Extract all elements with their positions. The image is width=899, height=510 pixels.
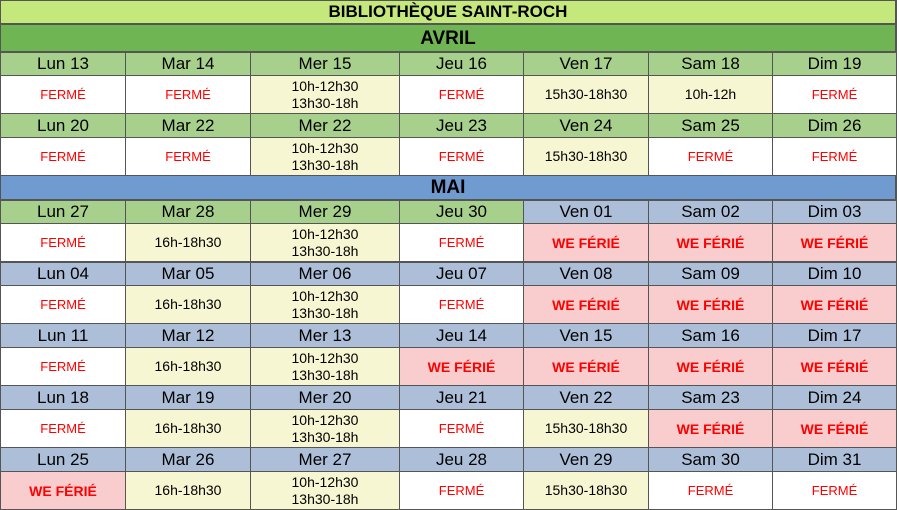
day-label: Sam 16 xyxy=(649,324,773,348)
day-label: Dim 24 xyxy=(773,386,897,410)
day-label: Sam 09 xyxy=(649,262,773,286)
day-status-text: WE FÉRIÉ xyxy=(427,358,496,375)
day-status-text: 10h-12h30 13h30-18h xyxy=(291,77,359,111)
day-status-text: WE FÉRIÉ xyxy=(552,358,620,375)
week-hours-row xyxy=(0,286,897,324)
day-status-text: FERMÉ xyxy=(438,297,485,312)
week-hours-row xyxy=(0,472,897,510)
day-status-text: FERMÉ xyxy=(165,149,211,164)
day-hours xyxy=(524,472,649,510)
day-label: Ven 29 xyxy=(524,448,649,472)
sheet-title: BIBLIOTHÈQUE SAINT-ROCH xyxy=(0,0,896,24)
month-band-may: MAI xyxy=(0,175,896,200)
day-closed xyxy=(1,76,126,114)
day-holiday xyxy=(773,410,897,448)
day-label: Mer 22 xyxy=(251,114,400,138)
day-label: Lun 04 xyxy=(1,262,126,286)
day-status-text: 16h-18h30 xyxy=(154,234,222,250)
day-closed xyxy=(773,76,897,114)
day-label: Sam 30 xyxy=(649,448,773,472)
day-label: Mer 15 xyxy=(251,52,400,76)
day-status-text: FERMÉ xyxy=(811,149,858,164)
day-label: Jeu 07 xyxy=(400,262,524,286)
day-label: Sam 25 xyxy=(649,114,773,138)
day-closed xyxy=(400,224,524,262)
day-label: Dim 03 xyxy=(773,200,897,224)
day-status-text: FERMÉ xyxy=(40,87,86,102)
day-label: Lun 25 xyxy=(1,448,126,472)
day-label: Dim 26 xyxy=(773,114,897,138)
day-status-text: 10h-12h30 13h30-18h xyxy=(291,225,359,259)
day-holiday xyxy=(524,286,649,324)
day-status-text: FERMÉ xyxy=(687,483,734,498)
day-holiday xyxy=(524,348,649,386)
day-label: Mer 27 xyxy=(251,448,400,472)
day-hours xyxy=(126,348,251,386)
week-hours-row xyxy=(0,224,897,262)
day-closed xyxy=(400,76,524,114)
week-hours-row xyxy=(0,348,897,386)
day-label: Ven 01 xyxy=(524,200,649,224)
day-label: Lun 13 xyxy=(1,52,126,76)
day-status-text: 10h-12h30 13h30-18h xyxy=(291,287,359,321)
day-status-text: 10h-12h30 13h30-18h xyxy=(291,473,359,507)
day-label: Lun 20 xyxy=(1,114,126,138)
day-status-text: WE FÉRIÉ xyxy=(552,296,620,313)
day-hours xyxy=(251,138,400,176)
day-status-text: FERMÉ xyxy=(687,149,734,164)
day-status-text: WE FÉRIÉ xyxy=(552,234,620,251)
day-label: Mar 26 xyxy=(126,448,251,472)
day-closed xyxy=(1,410,126,448)
day-hours xyxy=(251,286,400,324)
day-label: Lun 18 xyxy=(1,386,126,410)
day-label: Ven 15 xyxy=(524,324,649,348)
day-closed xyxy=(773,138,897,176)
day-hours xyxy=(126,224,251,262)
day-status-text: WE FÉRIÉ xyxy=(676,234,745,251)
day-status-text: 15h30-18h30 xyxy=(544,86,628,102)
day-holiday xyxy=(1,472,126,510)
day-holiday xyxy=(649,410,773,448)
day-closed xyxy=(400,410,524,448)
week-header-row xyxy=(0,386,897,410)
day-label: Dim 19 xyxy=(773,52,897,76)
week-header-row xyxy=(0,324,897,348)
day-label: Ven 22 xyxy=(524,386,649,410)
day-holiday xyxy=(400,348,524,386)
week-header-row xyxy=(0,262,897,286)
day-closed xyxy=(649,472,773,510)
day-label: Dim 17 xyxy=(773,324,897,348)
day-label: Mer 06 xyxy=(251,262,400,286)
day-label: Lun 11 xyxy=(1,324,126,348)
day-status-text: 15h30-18h30 xyxy=(544,482,628,498)
day-status-text: 15h30-18h30 xyxy=(544,148,628,164)
day-status-text: 15h30-18h30 xyxy=(544,420,628,436)
day-closed xyxy=(1,138,126,176)
day-status-text: 16h-18h30 xyxy=(154,358,222,374)
day-status-text: WE FÉRIÉ xyxy=(676,296,745,313)
day-holiday xyxy=(773,286,897,324)
day-label: Ven 17 xyxy=(524,52,649,76)
day-label: Mer 13 xyxy=(251,324,400,348)
day-hours xyxy=(251,348,400,386)
grid-right-border xyxy=(896,0,897,510)
day-holiday xyxy=(649,286,773,324)
day-status-text: FERMÉ xyxy=(811,483,858,498)
day-closed xyxy=(1,348,126,386)
day-status-text: 16h-18h30 xyxy=(154,482,222,498)
day-hours xyxy=(524,76,649,114)
day-label: Mar 19 xyxy=(126,386,251,410)
day-label: Ven 08 xyxy=(524,262,649,286)
day-hours xyxy=(126,472,251,510)
day-status-text: WE FÉRIÉ xyxy=(800,420,869,437)
day-hours xyxy=(524,410,649,448)
day-holiday xyxy=(524,224,649,262)
day-status-text: FERMÉ xyxy=(40,421,86,436)
day-status-text: 16h-18h30 xyxy=(154,420,222,436)
day-label: Mar 28 xyxy=(126,200,251,224)
day-label: Mar 22 xyxy=(126,114,251,138)
day-hours xyxy=(251,224,400,262)
day-label: Mer 20 xyxy=(251,386,400,410)
week-hours-row xyxy=(0,410,897,448)
day-hours xyxy=(649,76,773,114)
day-status-text: 10h-12h xyxy=(684,86,737,102)
day-status-text: FERMÉ xyxy=(438,483,485,498)
day-label: Sam 23 xyxy=(649,386,773,410)
day-holiday xyxy=(649,224,773,262)
day-label: Ven 24 xyxy=(524,114,649,138)
month-band-april: AVRIL xyxy=(0,24,896,52)
day-closed xyxy=(126,138,251,176)
day-closed xyxy=(1,224,126,262)
week-header-row xyxy=(0,200,897,224)
day-label: Jeu 21 xyxy=(400,386,524,410)
day-status-text: 10h-12h30 13h30-18h xyxy=(291,139,359,173)
day-label: Jeu 30 xyxy=(400,200,524,224)
day-status-text: FERMÉ xyxy=(438,87,485,102)
day-label: Mar 05 xyxy=(126,262,251,286)
day-status-text: FERMÉ xyxy=(40,359,86,374)
day-label: Mar 14 xyxy=(126,52,251,76)
day-holiday xyxy=(773,224,897,262)
day-status-text: FERMÉ xyxy=(811,87,858,102)
day-label: Jeu 14 xyxy=(400,324,524,348)
day-hours xyxy=(126,410,251,448)
day-status-text: WE FÉRIÉ xyxy=(29,482,97,499)
day-label: Mer 29 xyxy=(251,200,400,224)
day-closed xyxy=(400,138,524,176)
day-label: Lun 27 xyxy=(1,200,126,224)
day-closed xyxy=(773,472,897,510)
day-label: Sam 02 xyxy=(649,200,773,224)
week-header-row xyxy=(0,448,897,472)
day-status-text: FERMÉ xyxy=(40,235,86,250)
day-label: Dim 31 xyxy=(773,448,897,472)
week-hours-row xyxy=(0,76,897,114)
day-closed xyxy=(649,138,773,176)
day-status-text: FERMÉ xyxy=(438,421,485,436)
day-hours xyxy=(251,472,400,510)
day-status-text: FERMÉ xyxy=(438,235,485,250)
day-status-text: FERMÉ xyxy=(165,87,211,102)
day-status-text: WE FÉRIÉ xyxy=(676,358,745,375)
day-label: Mar 12 xyxy=(126,324,251,348)
day-closed xyxy=(126,76,251,114)
day-status-text: WE FÉRIÉ xyxy=(800,234,869,251)
day-hours xyxy=(251,410,400,448)
day-status-text: FERMÉ xyxy=(40,297,86,312)
day-label: Jeu 23 xyxy=(400,114,524,138)
day-status-text: WE FÉRIÉ xyxy=(800,296,869,313)
day-status-text: WE FÉRIÉ xyxy=(800,358,869,375)
day-status-text: 10h-12h30 13h30-18h xyxy=(291,411,359,445)
week-header-row xyxy=(0,114,897,138)
day-label: Jeu 28 xyxy=(400,448,524,472)
day-label: Jeu 16 xyxy=(400,52,524,76)
day-closed xyxy=(400,286,524,324)
day-hours xyxy=(126,286,251,324)
week-header-row xyxy=(0,52,897,76)
day-status-text: FERMÉ xyxy=(40,149,86,164)
day-closed xyxy=(400,472,524,510)
day-closed xyxy=(1,286,126,324)
day-status-text: WE FÉRIÉ xyxy=(676,420,745,437)
day-hours xyxy=(251,76,400,114)
day-holiday xyxy=(649,348,773,386)
day-status-text: 10h-12h30 13h30-18h xyxy=(291,349,359,383)
day-hours xyxy=(524,138,649,176)
day-label: Dim 10 xyxy=(773,262,897,286)
day-status-text: FERMÉ xyxy=(438,149,485,164)
day-holiday xyxy=(773,348,897,386)
week-hours-row xyxy=(0,138,897,176)
day-label: Sam 18 xyxy=(649,52,773,76)
day-status-text: 16h-18h30 xyxy=(154,296,222,312)
